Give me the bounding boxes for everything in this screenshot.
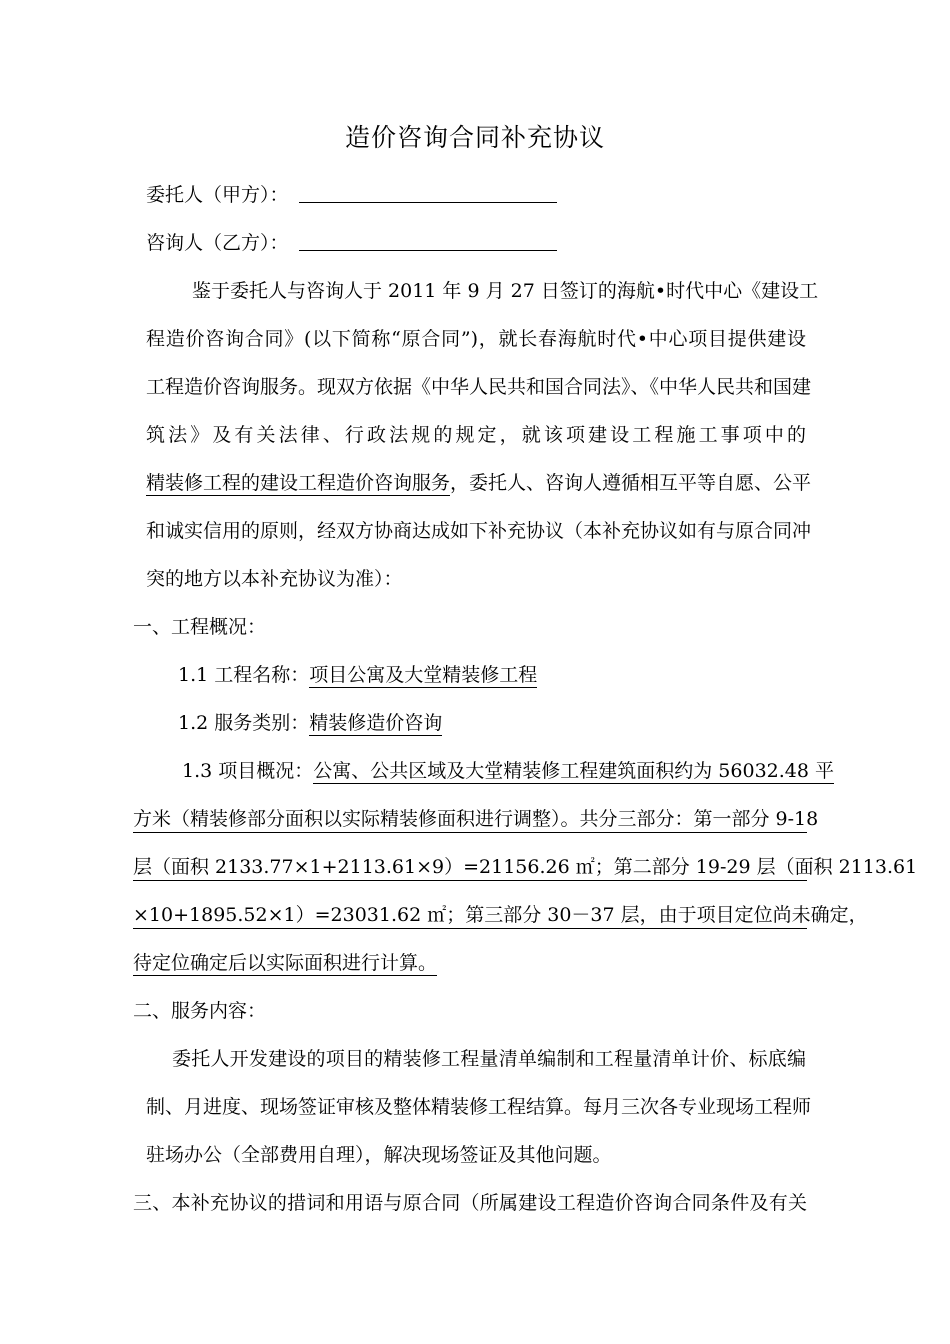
preamble-line <box>146 470 812 496</box>
section-heading: 三、本补充协议的措词和用语与原合同（所属建设工程造价咨询合同条件及有关 <box>133 1192 807 1214</box>
preamble-line: 和诚实信用的原则，经双方协商达成如下补充协议（本补充协议如有与原合同冲 <box>146 520 812 542</box>
project-overview-text: ×10+1895.52×1）=23031.62 ㎡；第三部分 30－37 层，由于项目定位尚未确定， <box>133 902 807 929</box>
project-overview-line <box>133 854 918 881</box>
service-type-value: 精装修造价咨询 <box>309 712 443 734</box>
consultant-blank-field <box>299 230 557 251</box>
section-heading: 一、工程概况： <box>133 616 267 638</box>
section-heading: 二、服务内容： <box>133 1000 267 1022</box>
underlined-scope: 精装修工程的建设工程造价咨询服务 <box>146 472 451 494</box>
document-title: 造价咨询合同补充协议 <box>344 123 605 152</box>
project-overview-label: 1.3 项目概况： <box>182 760 314 782</box>
preamble-text: ，委托人、咨询人遵循相互平等自愿、公平 <box>450 472 812 494</box>
service-content-line: 制、月进度、现场签证审核及整体精装修工程结算。每月三次各专业现场工程师 <box>146 1096 812 1118</box>
service-type-line <box>178 710 442 736</box>
project-overview-line <box>182 758 835 784</box>
consultant-label: 咨询人（乙方）： <box>146 232 289 254</box>
project-overview-line <box>133 950 437 976</box>
preamble-line: 程造价咨询合同》(以下简称“原合同”)，就长春海航时代•中心项目提供建设 <box>146 328 806 350</box>
service-content-line: 委托人开发建设的项目的精装修工程量清单编制和工程量清单计价、标底编 <box>172 1048 806 1070</box>
project-overview-text: 公寓、公共区域及大堂精装修工程建筑面积约为 56032.48 平 <box>313 760 835 782</box>
project-overview-text: 方米（精装修部分面积以实际精装修面积进行调整）。共分三部分：第一部分 9-18 <box>133 806 807 833</box>
preamble-line: 筑法》及有关法律、行政法规的规定，就该项建设工程施工事项中的 <box>146 424 806 446</box>
project-overview-text: 层（面积 2133.77×1+2113.61×9）=21156.26 ㎡；第二部分 19-29 层（面积 2113.61 <box>133 854 807 881</box>
project-name-label: 1.1 工程名称： <box>178 664 310 686</box>
preamble-line: 鉴于委托人与咨询人于 2011 年 9 月 27 日签订的海航•时代中心《建设工 <box>192 280 819 302</box>
consultant-party-line <box>146 230 557 256</box>
project-name-value: 项目公寓及大堂精装修工程 <box>309 664 538 686</box>
service-type-label: 1.2 服务类别： <box>178 712 310 734</box>
project-overview-line <box>133 806 819 833</box>
client-blank-field <box>299 182 557 203</box>
preamble-line: 突的地方以本补充协议为准）： <box>146 568 403 590</box>
project-overview-text: 待定位确定后以实际面积进行计算。 <box>133 952 438 974</box>
client-label: 委托人（甲方）： <box>146 184 289 206</box>
project-name-line <box>178 662 537 688</box>
project-overview-line <box>133 902 868 929</box>
preamble-line: 工程造价咨询服务。现双方依据《中华人民共和国合同法》、《中华人民共和国建 <box>146 376 812 398</box>
service-content-line: 驻场办公（全部费用自理），解决现场签证及其他问题。 <box>146 1144 612 1166</box>
client-party-line <box>146 182 557 208</box>
